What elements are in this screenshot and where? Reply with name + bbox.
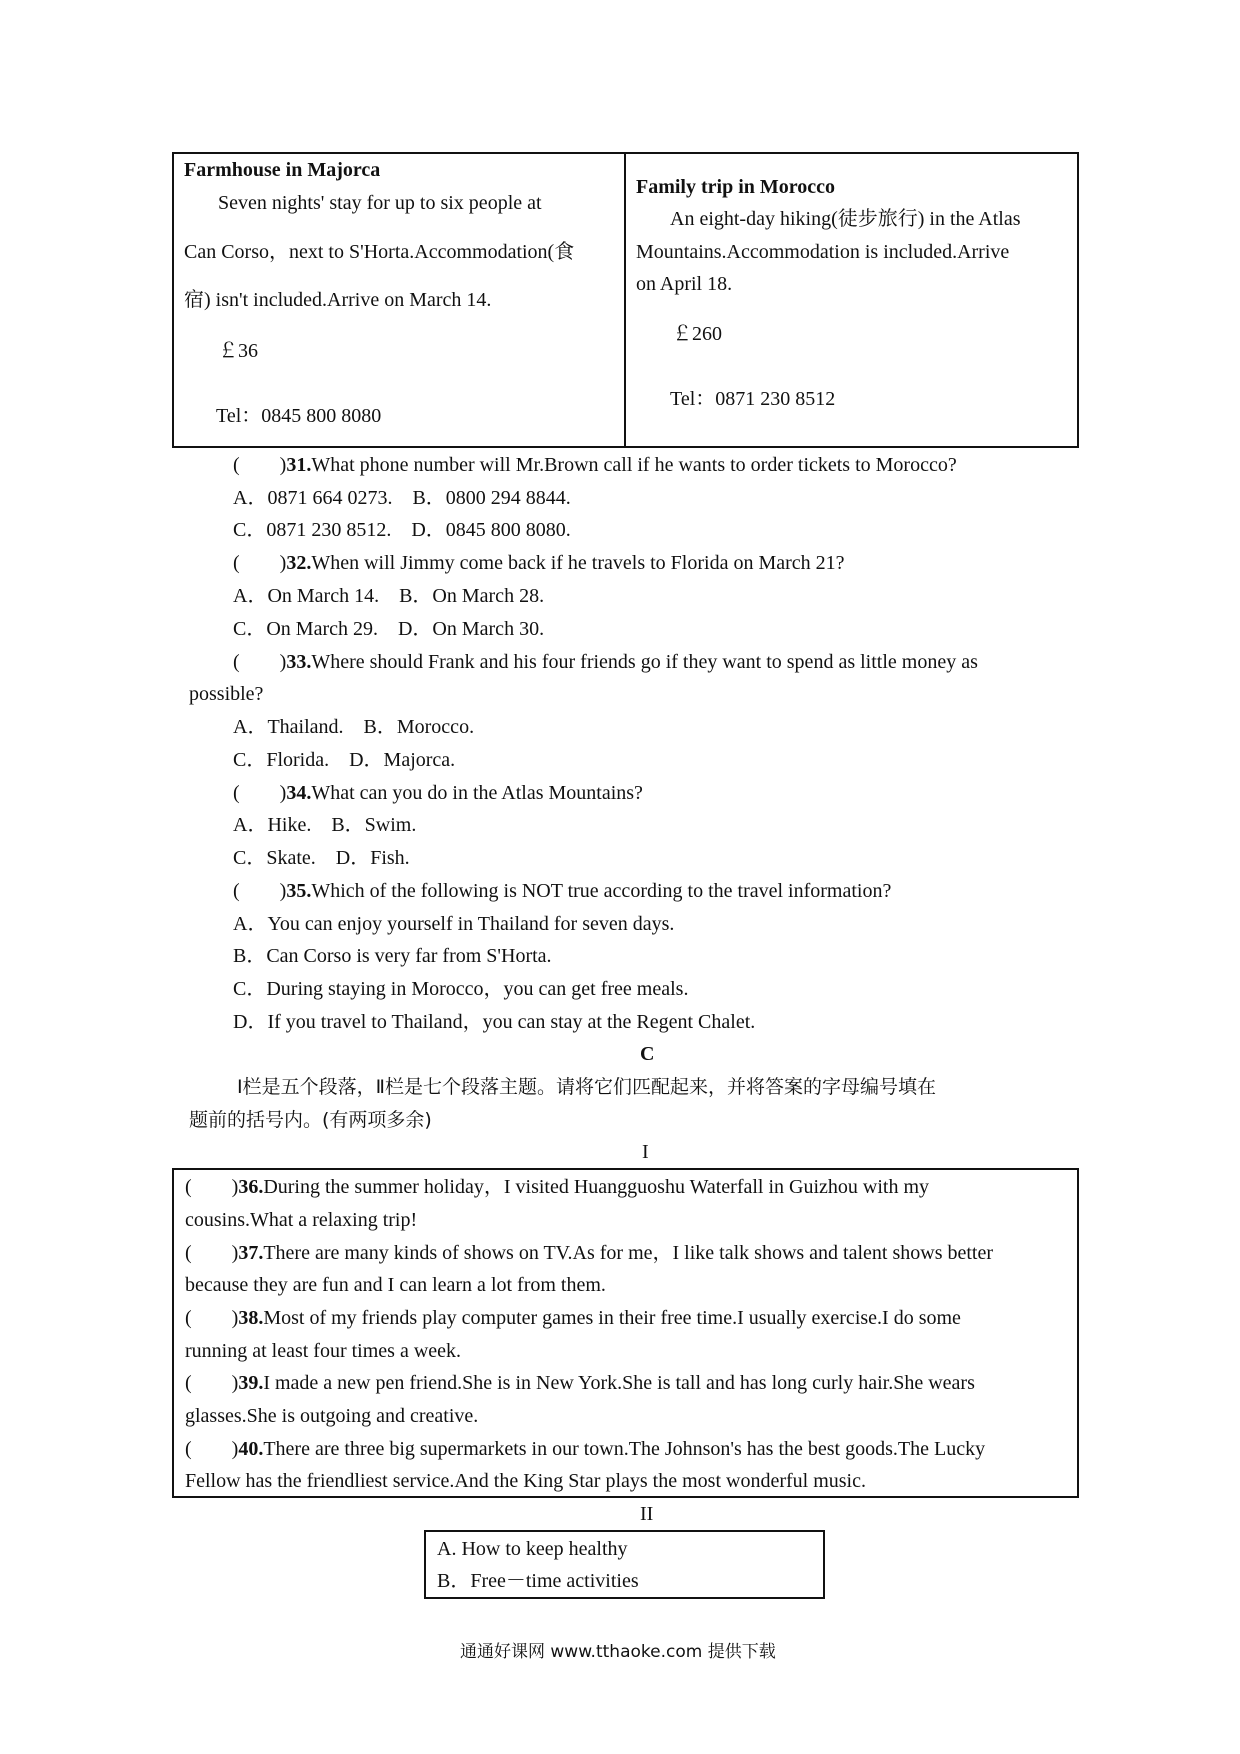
ad-text: 宿) isn't included.Arrive on March 14. (184, 289, 492, 311)
question-35 (233, 879, 891, 903)
q-num: 32. (286, 552, 312, 574)
option-line: C．Florida. D．Majorca. (233, 749, 456, 771)
q-text: When will Jimmy come back if he travels to Florida on March 21? (311, 552, 845, 574)
option-line: A．Thailand. B．Morocco. (233, 716, 475, 738)
option-line: D．If you travel to Thailand，you can stay at the Regent Chalet. (233, 1011, 756, 1033)
answer-blank: ( ) (233, 454, 287, 476)
answer-blank: ( ) (185, 1438, 239, 1460)
p-text: I made a new pen friend.She is in New York.She is tall and has long curly hair.She wears (263, 1372, 975, 1394)
answer-blank: ( ) (233, 651, 287, 673)
paragraph-36 (185, 1175, 929, 1199)
option-line: C．During staying in Morocco，you can get free meals. (233, 978, 689, 1000)
ad-price: ￡36 (218, 340, 258, 362)
p-num: 39. (238, 1372, 264, 1394)
q-num: 35. (286, 880, 312, 902)
option-line: B．Can Corso is very far from S'Horta. (233, 945, 552, 967)
q-text: Where should Frank and his four friends go if they want to spend as little money as (311, 651, 978, 673)
question-33 (233, 650, 978, 674)
p-text: There are three big supermarkets in our town.The Johnson's has the best goods.The Lucky (263, 1438, 986, 1460)
ad-title: Family trip in Morocco (636, 176, 836, 198)
paragraph-37 (185, 1241, 993, 1265)
p-num: 40. (238, 1438, 264, 1460)
paragraph-39 (185, 1371, 975, 1395)
paragraph-38 (185, 1306, 961, 1330)
answer-blank: ( ) (233, 880, 287, 902)
column-i-label: I (642, 1141, 649, 1163)
answer-blank: ( ) (185, 1242, 239, 1264)
section-letter: C (640, 1043, 655, 1065)
q-num: 33. (286, 651, 312, 673)
q-text: What phone number will Mr.Brown call if he wants to order tickets to Morocco? (311, 454, 957, 476)
instructions: 题前的括号内。(有两项多余) (189, 1109, 432, 1131)
q-text: What can you do in the Atlas Mountains? (311, 782, 643, 804)
option-line: C．0871 230 8512. D．0845 800 8080. (233, 519, 571, 541)
p-text: During the summer holiday，I visited Huangguoshu Waterfall in Guizhou with my (263, 1176, 930, 1198)
ad-text: on April 18. (636, 273, 733, 295)
p-num: 38. (238, 1307, 264, 1329)
question-31 (233, 453, 957, 477)
p-text: Fellow has the friendliest service.And the King Star plays the most wonderful music. (185, 1470, 866, 1492)
q-text: Which of the following is NOT true according to the travel information? (311, 880, 892, 902)
q-num: 31. (286, 454, 312, 476)
ad-text: Mountains.Accommodation is included.Arrive (636, 241, 1010, 263)
answer-blank: ( ) (185, 1176, 239, 1198)
p-text: running at least four times a week. (185, 1340, 462, 1362)
ad-text: Can Corso，next to S'Horta.Accommodation(食 (184, 241, 575, 263)
table-divider (624, 152, 626, 448)
instructions: Ⅰ栏是五个段落，Ⅱ栏是七个段落主题。请将它们匹配起来，并将答案的字母编号填在 (237, 1076, 936, 1098)
option-line: A．You can enjoy yourself in Thailand for seven days. (233, 913, 675, 935)
column-ii-label: II (640, 1503, 654, 1525)
paragraph-40 (185, 1437, 985, 1461)
option-line: C．Skate. D．Fish. (233, 847, 410, 869)
question-32 (233, 551, 845, 575)
option-line: C．On March 29. D．On March 30. (233, 618, 545, 640)
ad-text: An eight-day hiking(徒步旅行) in the Atlas (670, 208, 1021, 230)
ad-tel: Tel：0871 230 8512 (670, 388, 836, 410)
answer-blank: ( ) (185, 1372, 239, 1394)
topic-b: B．Free－time activities (437, 1570, 639, 1592)
ad-title: Farmhouse in Majorca (184, 159, 381, 181)
p-num: 36. (238, 1176, 264, 1198)
question-34 (233, 781, 643, 805)
q-num: 34. (286, 782, 312, 804)
option-line: A．0871 664 0273. B．0800 294 8844. (233, 487, 571, 509)
p-text: cousins.What a relaxing trip! (185, 1209, 418, 1231)
p-text: Most of my friends play computer games in their free time.I usually exercise.I do some (263, 1307, 961, 1329)
answer-blank: ( ) (233, 552, 287, 574)
answer-blank: ( ) (185, 1307, 239, 1329)
topic-a: A. How to keep healthy (437, 1538, 628, 1560)
ad-tel: Tel：0845 800 8080 (216, 405, 382, 427)
p-num: 37. (238, 1242, 264, 1264)
answer-blank: ( ) (233, 782, 287, 804)
q-text-cont: possible? (189, 683, 264, 705)
p-text: glasses.She is outgoing and creative. (185, 1405, 479, 1427)
option-line: A．On March 14. B．On March 28. (233, 585, 545, 607)
p-text: because they are fun and I can learn a lot from them. (185, 1274, 606, 1296)
section-title (640, 1042, 654, 1066)
ad-text: Seven nights' stay for up to six people at (218, 192, 542, 214)
p-text: There are many kinds of shows on TV.As for me，I like talk shows and talent shows better (263, 1242, 994, 1264)
footer-text: 通通好课网 www.tthaoke.com 提供下载 (460, 1642, 776, 1662)
option-line: A．Hike. B．Swim. (233, 814, 417, 836)
ad-price: ￡260 (672, 323, 722, 345)
